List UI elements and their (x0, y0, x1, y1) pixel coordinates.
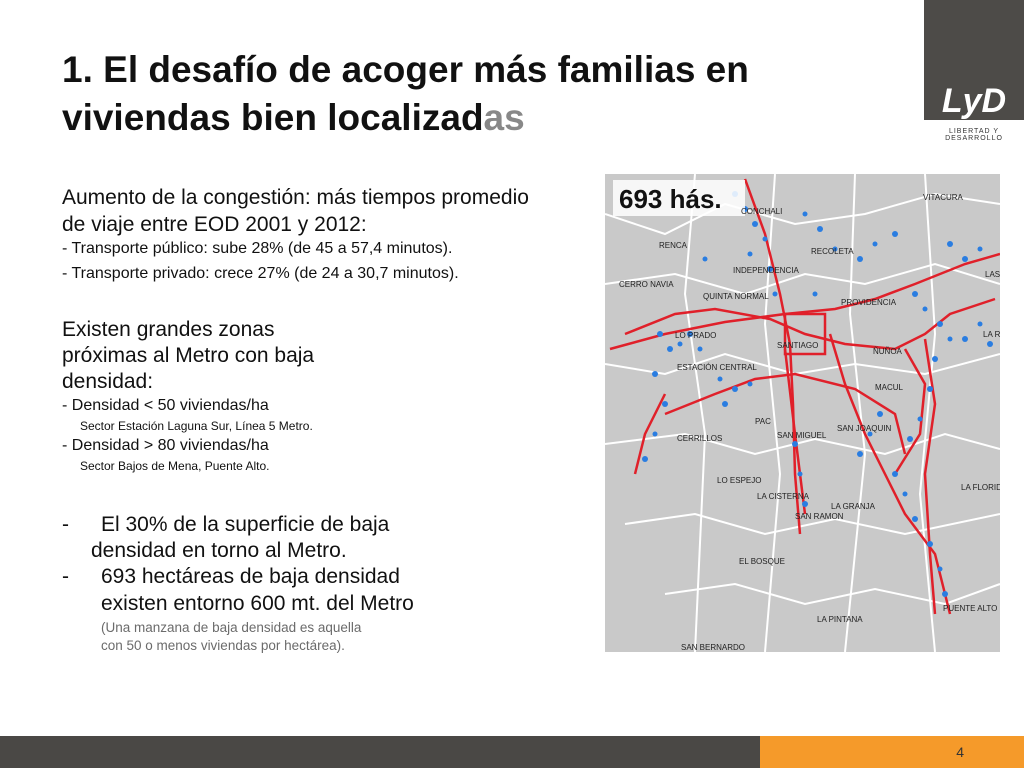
label-la-florida: LA FLORID (961, 483, 1000, 492)
label-independencia: INDEPENDENCIA (733, 266, 799, 275)
p3-dash1: - (62, 513, 69, 536)
p2-bullet-high: - Densidad > 80 viviendas/ha (62, 437, 269, 454)
p3-bullet2-line2: existen entorno 600 mt. del Metro (101, 592, 414, 615)
label-providencia: PROVIDENCIA (841, 298, 897, 307)
label-lo-espejo: LO ESPEJO (717, 476, 762, 485)
santiago-metro-map (605, 174, 1000, 652)
label-el-bosque: EL BOSQUE (739, 557, 785, 566)
label-san-bernardo: SAN BERNARDO (681, 643, 746, 652)
label-san-joaquin: SAN JOAQUIN (837, 424, 892, 433)
page-number: 4 (956, 744, 964, 760)
title-line2: viviendas bien localizad (62, 97, 484, 138)
svg-text:LyD: LyD (941, 82, 1007, 120)
label-san-ramon: SAN RAMON (795, 512, 844, 521)
logo (924, 0, 1024, 148)
label-la-reina: LA R (983, 330, 1000, 339)
p3-note-line2: con 50 o menos viviendas por hectárea). (101, 638, 345, 653)
label-recoleta: RECOLETA (811, 247, 854, 256)
page-title (62, 46, 822, 142)
p3-dash2: - (62, 565, 69, 588)
label-vitacura: VITACURA (923, 193, 963, 202)
label-nunoa: ÑUÑOA (873, 347, 902, 356)
label-quinta-normal: QUINTA NORMAL (703, 292, 769, 301)
p1-line2: de viaje entre EOD 2001 y 2012: (62, 213, 367, 236)
p2-line3: densidad: (62, 370, 154, 393)
p3-bullet2-line1: 693 hectáreas de baja densidad (101, 565, 400, 588)
label-cerrillos: CERRILLOS (677, 434, 723, 443)
title-line1: 1. El desafío de acoger más familias en (62, 49, 749, 90)
label-la-pintana: LA PINTANA (817, 615, 863, 624)
label-lo-prado: LO PRADO (675, 331, 717, 340)
p3-note-line1: (Una manzana de baja densidad es aquella (101, 620, 362, 635)
p1-bullet-public: - Transporte público: sube 28% (de 45 a 57,4 minutos). (62, 240, 453, 257)
label-las: LAS (985, 270, 1000, 279)
p1-line1: Aumento de la congestión: más tiempos promedio (62, 186, 529, 209)
label-macul: MACUL (875, 383, 904, 392)
logo-tagline: LIBERTAD Y DESARROLLO (945, 128, 1003, 142)
label-puente-alto: PUENTE ALTO (943, 604, 998, 613)
p2-bullet-low-sub: Sector Estación Laguna Sur, Línea 5 Metro. (80, 419, 313, 433)
p2-line1: Existen grandes zonas (62, 318, 275, 341)
footer-bar-dark (0, 736, 760, 768)
logo-mark-icon (924, 0, 1024, 120)
label-santiago: SANTIAGO (777, 341, 819, 350)
label-la-cisterna: LA CISTERNA (757, 492, 810, 501)
label-la-granja: LA GRANJA (831, 502, 876, 511)
p1-bullet-private: - Transporte privado: crece 27% (de 24 a 30,7 minutos). (62, 265, 459, 282)
label-renca: RENCA (659, 241, 688, 250)
p3-bullet1-line2: densidad en torno al Metro. (91, 539, 347, 562)
p2-line2: próximas al Metro con baja (62, 344, 315, 367)
map-svg (605, 174, 1000, 652)
title-line2-fade: as (483, 97, 525, 138)
p2-bullet-high-sub: Sector Bajos de Mena, Puente Alto. (80, 459, 270, 473)
label-san-miguel: SAN MIGUEL (777, 431, 827, 440)
p2-bullet-low: - Densidad < 50 viviendas/ha (62, 397, 269, 414)
label-estacion-central: ESTACIÓN CENTRAL (677, 363, 757, 372)
label-conchali: CONCHALI (741, 207, 783, 216)
map-heading: 693 hás. (619, 184, 722, 214)
logo-box (924, 0, 1024, 120)
p3-bullet1-line1: El 30% de la superficie de baja (101, 513, 390, 536)
label-cerro-navia: CERRO NAVIA (619, 280, 674, 289)
label-pac: PAC (755, 417, 771, 426)
footer-bar-orange (760, 736, 1024, 768)
